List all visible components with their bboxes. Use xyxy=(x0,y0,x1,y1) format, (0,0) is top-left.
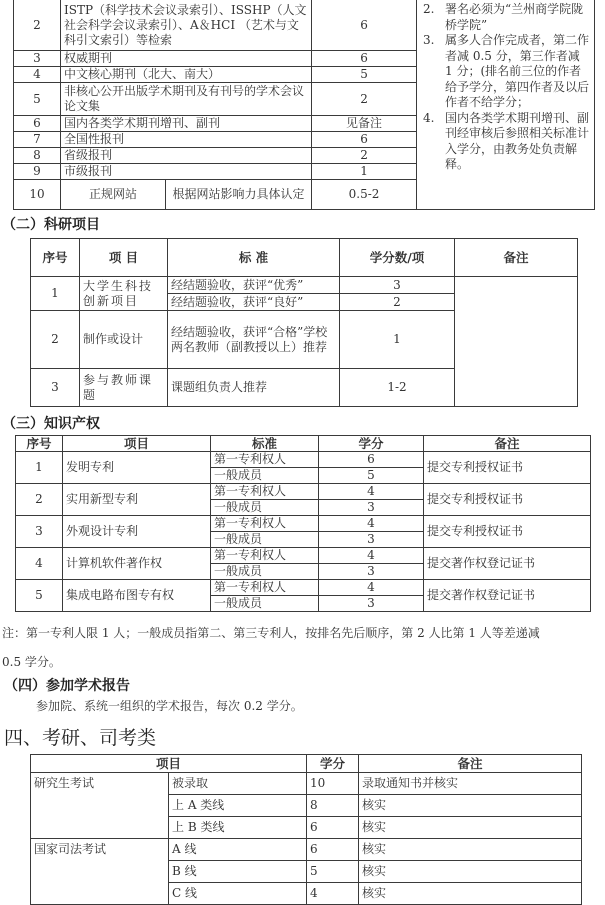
credit-cell: 4 xyxy=(319,484,424,500)
table-row xyxy=(16,452,591,468)
table-row xyxy=(31,839,582,861)
credit-cell: 6 xyxy=(312,51,417,67)
item-cell: 外观设计专利 xyxy=(63,516,211,548)
column-header: 标 准 xyxy=(168,239,340,277)
standard-cell: 一般成员 xyxy=(211,564,319,580)
credit-cell: 1-2 xyxy=(340,369,455,407)
credit-cell: 2 xyxy=(312,83,417,116)
credit-cell: 4 xyxy=(319,548,424,564)
credit-cell: 见备注 xyxy=(312,116,417,132)
table-header-row xyxy=(31,239,578,277)
part-heading-exams: 四、考研、司考类 xyxy=(4,727,157,749)
item-cell: 制作或设计 xyxy=(80,311,168,369)
table-header-row xyxy=(31,755,582,773)
column-header: 标准 xyxy=(211,436,319,452)
credit-cell: 5 xyxy=(307,861,359,883)
column-header: 项目 xyxy=(31,755,307,773)
level-cell: A 线 xyxy=(169,839,307,861)
standard-cell: 一般成员 xyxy=(211,596,319,612)
credit-cell: 1 xyxy=(312,164,417,180)
section-heading-research: （二）科研项目 xyxy=(2,217,100,233)
credit-cell: 6 xyxy=(319,452,424,468)
column-header: 项 目 xyxy=(80,239,168,277)
level-cell: 上 A 类线 xyxy=(169,795,307,817)
section-heading-ip: （三）知识产权 xyxy=(2,416,100,432)
row-number: 3 xyxy=(31,369,80,407)
column-header: 备注 xyxy=(424,436,591,452)
row-number: 2 xyxy=(14,0,61,51)
credit-cell: 10 xyxy=(307,773,359,795)
exam-group-cell: 国家司法考试 xyxy=(31,839,169,905)
standard-cell: 第一专利权人 xyxy=(211,516,319,532)
table-row xyxy=(16,548,591,564)
credit-cell: 6 xyxy=(312,132,417,148)
section-heading-lectures: （四）参加学术报告 xyxy=(4,678,130,694)
row-number: 1 xyxy=(31,277,80,311)
standard-cell: 经结题验收，获评“合格”学校两名教师（副教授以上）推荐 xyxy=(168,311,340,369)
standard-cell: 经结题验收，获评“良好” xyxy=(168,294,340,311)
standard-cell: 经结题验收，获评“优秀” xyxy=(168,277,340,294)
standard-cell: 第一专利权人 xyxy=(211,452,319,468)
column-header: 项目 xyxy=(63,436,211,452)
column-header: 学分数/项 xyxy=(340,239,455,277)
remark-cell xyxy=(455,277,578,407)
item-cell: 全国性报刊 xyxy=(61,132,312,148)
ip-note-line-1: 注：第一专利人限 1 人；一般成员指第二、第三专利人，按排名先后顺序，第 2 人比第 1 人等差递减 xyxy=(2,626,540,640)
column-header: 学分 xyxy=(307,755,359,773)
credit-cell: 6 xyxy=(307,817,359,839)
table-row xyxy=(16,580,591,596)
item-cell: 参与教师课题 xyxy=(80,369,168,407)
column-header: 学分 xyxy=(319,436,424,452)
credit-cell: 6 xyxy=(312,0,417,51)
item-cell: 集成电路布图专有权 xyxy=(63,580,211,612)
credit-cell: 4 xyxy=(319,516,424,532)
note-number: 2. xyxy=(423,2,435,16)
table-row xyxy=(14,0,595,51)
level-cell: B 线 xyxy=(169,861,307,883)
row-number: 9 xyxy=(14,164,61,180)
row-number: 7 xyxy=(14,132,61,148)
remark-cell: 核实 xyxy=(359,839,582,861)
row-number: 10 xyxy=(14,180,61,210)
lectures-text: 参加院、系统一组织的学术报告，每次 0.2 学分。 xyxy=(36,699,303,713)
row-number: 1 xyxy=(16,452,63,484)
level-cell: C 线 xyxy=(169,883,307,905)
remark-cell: 提交专利授权证书 xyxy=(424,484,591,516)
papers-table xyxy=(13,0,595,210)
row-number: 3 xyxy=(16,516,63,548)
remark-cell: 提交专利授权证书 xyxy=(424,452,591,484)
table-row xyxy=(31,773,582,795)
remark-cell: 提交著作权登记证书 xyxy=(424,580,591,612)
note-text: 属多人合作完成者，第二作者减 0.5 分，第三作者减 1 分；(排名前三位的作者给予学分，第四作者及以后作者不给学分； xyxy=(445,33,590,109)
ip-table xyxy=(15,435,591,612)
item-cell: 计算机软件著作权 xyxy=(63,548,211,580)
table-row xyxy=(31,277,578,294)
table-header-row xyxy=(16,436,591,452)
item-cell: 省级报刊 xyxy=(61,148,312,164)
research-table xyxy=(30,238,578,407)
note-text: 署名必须为“兰州商学院陇桥学院” xyxy=(445,2,584,32)
table-row xyxy=(16,484,591,500)
credit-cell: 3 xyxy=(319,500,424,516)
item-cell: 正规网站 xyxy=(61,180,166,210)
row-number: 6 xyxy=(14,116,61,132)
standard-cell: 根据网站影响力具体认定 xyxy=(166,180,312,210)
ip-note-line-2: 0.5 学分。 xyxy=(2,655,61,669)
credit-cell: 3 xyxy=(319,596,424,612)
credit-cell: 4 xyxy=(307,883,359,905)
credit-cell: 5 xyxy=(319,468,424,484)
standard-cell: 课题组负责人推荐 xyxy=(168,369,340,407)
remark-cell: 核实 xyxy=(359,861,582,883)
note-item xyxy=(423,111,590,173)
credit-cell: 3 xyxy=(340,277,455,294)
standard-cell: 第一专利权人 xyxy=(211,580,319,596)
row-number: 8 xyxy=(14,148,61,164)
standard-cell: 一般成员 xyxy=(211,532,319,548)
note-text: 国内各类学术期刊增刊、副刊经审核后参照相关标准计入学分，由教务处负责解释。 xyxy=(445,110,590,171)
ip-table-body xyxy=(16,452,591,612)
note-item xyxy=(423,2,590,33)
item-cell: 中文核心期刊（北大、南大） xyxy=(61,67,312,83)
exam-group-cell: 研究生考试 xyxy=(31,773,169,839)
column-header: 序号 xyxy=(31,239,80,277)
credit-cell: 4 xyxy=(319,580,424,596)
remark-cell: 核实 xyxy=(359,883,582,905)
level-cell: 上 B 类线 xyxy=(169,817,307,839)
item-cell: 国内各类学术期刊增刊、副刊 xyxy=(61,116,312,132)
remark-cell: 核实 xyxy=(359,817,582,839)
note-number: 4. xyxy=(423,110,435,125)
exams-table xyxy=(30,754,582,905)
remark-cell: 提交专利授权证书 xyxy=(424,516,591,548)
remark-cell: 核实 xyxy=(359,795,582,817)
table-row xyxy=(16,516,591,532)
remarks-cell xyxy=(417,0,595,210)
column-header: 备注 xyxy=(359,755,582,773)
standard-cell: 第一专利权人 xyxy=(211,484,319,500)
credit-cell: 5 xyxy=(312,67,417,83)
row-number: 4 xyxy=(16,548,63,580)
column-header: 序号 xyxy=(16,436,63,452)
standard-cell: 第一专利权人 xyxy=(211,548,319,564)
item-cell: 权威期刊 xyxy=(61,51,312,67)
row-number: 5 xyxy=(16,580,63,612)
credit-cell: 2 xyxy=(340,294,455,311)
credit-cell: 2 xyxy=(312,148,417,164)
level-cell: 被录取 xyxy=(169,773,307,795)
row-number: 3 xyxy=(14,51,61,67)
row-number: 5 xyxy=(14,83,61,116)
credit-cell: 0.5-2 xyxy=(312,180,417,210)
remark-cell: 提交著作权登记证书 xyxy=(424,548,591,580)
row-number: 2 xyxy=(16,484,63,516)
row-number: 2 xyxy=(31,311,80,369)
remark-cell: 录取通知书并核实 xyxy=(359,773,582,795)
credit-cell: 3 xyxy=(319,564,424,580)
note-item xyxy=(423,33,590,111)
note-number: 3. xyxy=(423,33,435,47)
row-number: 4 xyxy=(14,67,61,83)
item-cell: 非核心公开出版学术期刊及有刊号的学术会议论文集 xyxy=(61,83,312,116)
credit-cell: 6 xyxy=(307,839,359,861)
column-header: 备注 xyxy=(455,239,578,277)
item-cell: 大学生科技创新项目 xyxy=(80,277,168,311)
item-cell: 实用新型专利 xyxy=(63,484,211,516)
credit-cell: 1 xyxy=(340,311,455,369)
item-cell: ISTP（科学技术会议录索引）、ISSHP（人文社会科学会议录索引）、A＆HCI （艺术与文科引文索引）等检索 xyxy=(61,0,312,51)
item-cell: 发明专利 xyxy=(63,452,211,484)
item-cell: 市级报刊 xyxy=(61,164,312,180)
credit-cell: 3 xyxy=(319,532,424,548)
standard-cell: 一般成员 xyxy=(211,500,319,516)
standard-cell: 一般成员 xyxy=(211,468,319,484)
credit-cell: 8 xyxy=(307,795,359,817)
